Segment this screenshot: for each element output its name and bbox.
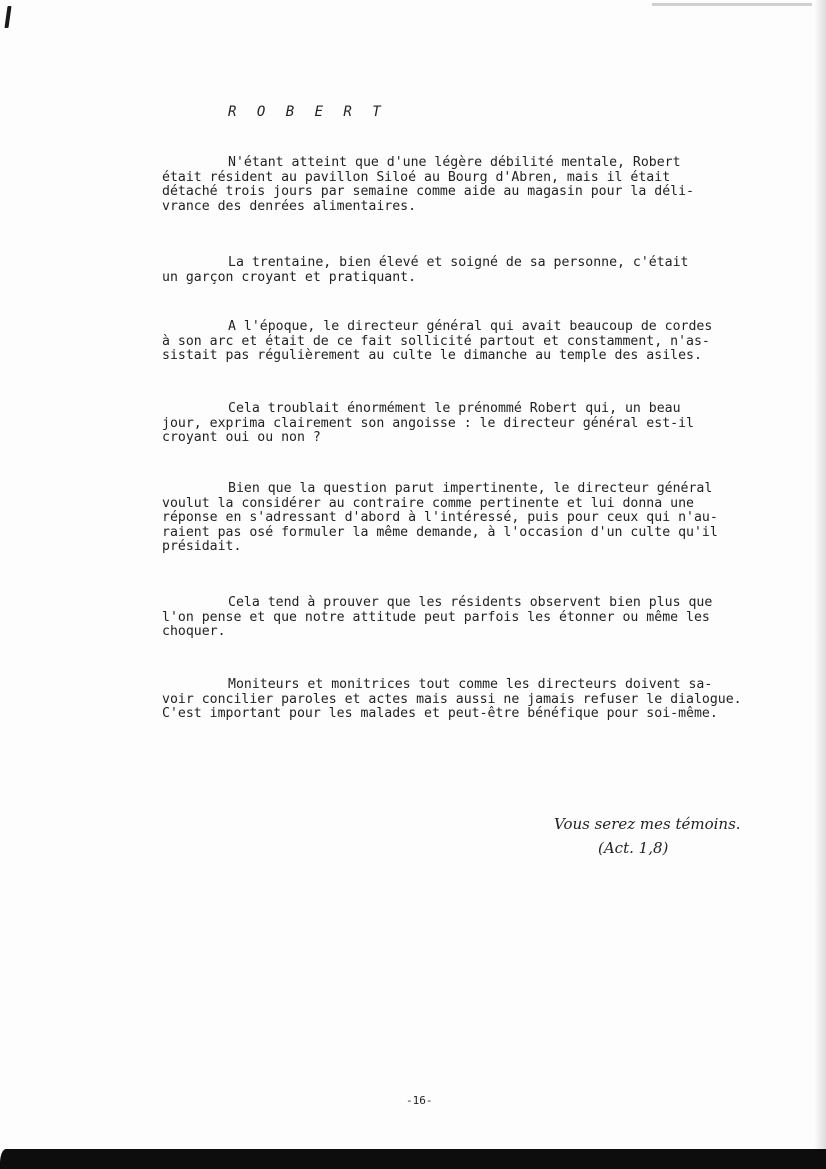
paragraph-line: présidait. (162, 539, 242, 554)
paragraph-line: A l'époque, le directeur général qui avait beaucoup de cordes (228, 319, 713, 334)
scan-corner-mark (4, 6, 11, 28)
paragraph-2 (162, 256, 742, 285)
paragraph-line: vrance des denrées alimentaires. (162, 198, 417, 214)
paragraph-line: était résident au pavillon Siloé au Bourg d'Abren, mais il était (162, 169, 671, 185)
paragraph-line: un garçon croyant et pratiquant. (162, 269, 417, 285)
paragraph-line: voir concilier paroles et actes mais aussi ne jamais refuser le dialogue. (162, 691, 742, 707)
paragraph-6 (162, 596, 742, 640)
paragraph-line: Bien que la question parut impertinente, le directeur général (228, 481, 713, 496)
paragraph-4 (162, 402, 742, 446)
paragraph-line: sistait pas régulièrement au culte le dimanche au temple des asiles. (162, 348, 702, 363)
paragraph-1 (162, 156, 742, 214)
scan-bottom-edge (0, 1149, 826, 1169)
quote-reference: (Act. 1,8) (598, 839, 669, 857)
paragraph-7 (162, 678, 742, 722)
page-number: -16- (406, 1094, 433, 1107)
scan-right-edge-shadow (814, 0, 826, 1169)
paragraph-line: réponse en s'adressant d'abord à l'intéressé, puis pour ceux qui n'au- (162, 510, 718, 525)
paragraph-line: Moniteurs et monitrices tout comme les directeurs doivent sa- (228, 677, 713, 692)
bible-quote (554, 812, 741, 860)
paragraph-line: à son arc et était de ce fait sollicité partout et constamment, n'as- (162, 333, 710, 349)
paragraph-line: raient pas osé formuler la même demande, à l'occasion d'un culte qu'il (162, 524, 718, 540)
paragraph-line: croyant oui ou non ? (162, 430, 321, 445)
paragraph-3 (162, 320, 742, 364)
paragraph-line: Cela tend à prouver que les résidents observent bien plus que (228, 595, 713, 610)
paragraph-line: N'étant atteint que d'une légère débilité mentale, Robert (228, 155, 681, 170)
page-title: R O B E R T (228, 104, 387, 120)
paragraph-line: jour, exprima clairement son angoisse : le directeur général est-il (162, 415, 694, 431)
paragraph-5 (162, 482, 742, 555)
paragraph-line: l'on pense et que notre attitude peut parfois les étonner ou même les (162, 609, 710, 625)
paragraph-line: voulut la considérer au contraire comme pertinente et lui donna une (162, 495, 694, 511)
paragraph-line: détaché trois jours par semaine comme aide au magasin pour la déli- (162, 184, 694, 199)
quote-text: Vous serez mes témoins. (554, 815, 741, 833)
paragraph-line: La trentaine, bien élevé et soigné de sa personne, c'était (228, 255, 689, 270)
paragraph-line: choquer. (162, 624, 226, 639)
scan-top-smudge (652, 3, 812, 6)
paragraph-line: C'est important pour les malades et peut-être bénéfique pour soi-même. (162, 706, 718, 721)
paragraph-line: Cela troublait énormément le prénommé Robert qui, un beau (228, 401, 681, 416)
